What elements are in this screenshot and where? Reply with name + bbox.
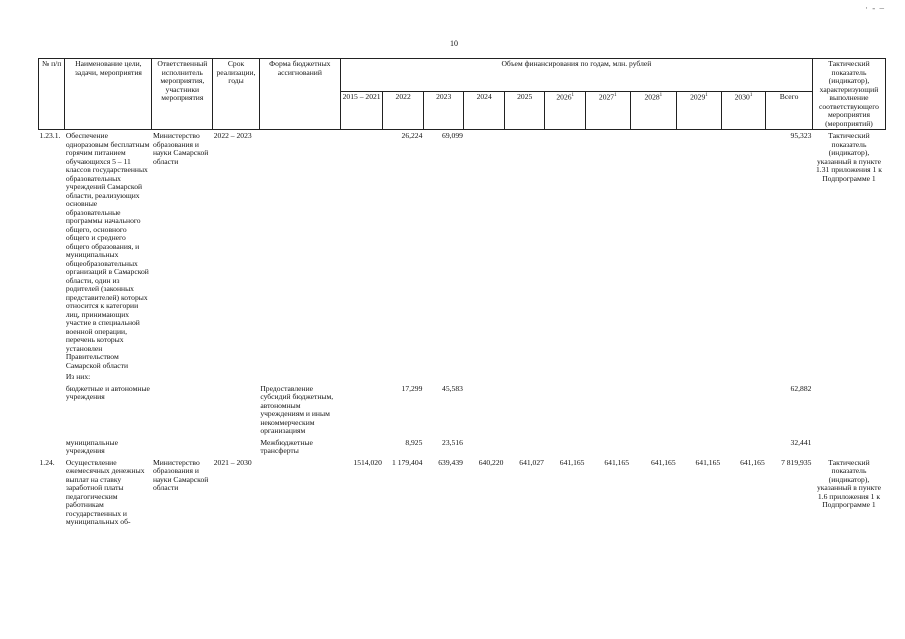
- row-value: [677, 130, 722, 372]
- table-row: [39, 383, 886, 437]
- row-value: 69,099: [442, 131, 463, 140]
- row-executor: [152, 437, 213, 457]
- row-value: [630, 130, 677, 372]
- table-row: [39, 457, 886, 528]
- row-total: 32,441: [790, 437, 812, 447]
- row-value: 641,165: [740, 457, 765, 467]
- row-value: [383, 371, 424, 383]
- header-form: Форма бюджетных ассигнований: [259, 59, 340, 130]
- header-year: 2027$^1$: [585, 92, 630, 130]
- row-value: [545, 130, 586, 372]
- row-num: [39, 371, 65, 383]
- table-row: [39, 437, 886, 457]
- budget-table: [38, 58, 886, 528]
- row-value: 23,516: [442, 437, 463, 447]
- header-executor: Ответственный исполнитель мероприятия, участники мероприятия: [152, 59, 213, 130]
- row-value: 45,583: [442, 383, 463, 393]
- row-executor: [152, 383, 213, 437]
- table-row: [39, 130, 886, 372]
- header-year: 2028$^1$: [630, 92, 677, 130]
- row-value: 641,165: [650, 457, 676, 467]
- row-value: [504, 130, 545, 372]
- row-value: [721, 383, 766, 437]
- row-value: [504, 371, 545, 383]
- row-value: 1 179,404: [392, 457, 423, 467]
- row-value: [340, 371, 383, 383]
- row-value: [721, 130, 766, 372]
- header-year: 2026$^1$: [545, 92, 586, 130]
- row-value: [677, 371, 722, 383]
- row-name: Обеспечение одноразовым бесплатным горячим питанием обучающихся 5 – 11 классов государственных образовательных учреждений Самарской области, реализующих основные образовательные программы начального общего, основного общего и среднего общего образования, и муниципальных общеобразовательных организаций в Самарской области, один из родителей (законных представителей) которых относится к категории лиц, принимающих участие в специальной военной операции, перечень которых установлен Правительством Самарской области: [65, 131, 150, 370]
- row-value: [545, 437, 586, 457]
- footnote-mark: 1: [749, 93, 753, 98]
- header-year: 2025: [504, 92, 545, 130]
- row-value: [504, 383, 545, 437]
- row-value: [585, 130, 630, 372]
- row-value: [340, 383, 383, 437]
- row-value: [721, 437, 766, 457]
- row-total: 62,882: [790, 383, 812, 393]
- header-row-1: [39, 59, 886, 92]
- row-indicator: [812, 383, 885, 437]
- row-executor: [152, 371, 213, 383]
- row-value: [677, 437, 722, 457]
- row-indicator: Тактический показатель (индикатор), указанный в пункте 1.31 приложения 1 к Подпрограмме 1: [816, 131, 882, 183]
- row-value: 17,299: [401, 383, 423, 393]
- row-num: [39, 383, 65, 437]
- row-name: муниципальные учреждения: [65, 437, 118, 455]
- corner-marks: · - –: [865, 3, 885, 13]
- row-value: 640,220: [478, 457, 504, 467]
- row-name: бюджетные и автономные учреждения: [65, 383, 150, 401]
- row-value: 641,165: [695, 457, 721, 467]
- row-form: [259, 130, 340, 372]
- row-term: [213, 437, 260, 457]
- row-term: 2021 – 2030: [213, 457, 252, 467]
- row-form: [259, 371, 340, 383]
- row-value: [585, 383, 630, 437]
- row-executor: Министерство образования и науки Самарской области: [152, 131, 209, 166]
- row-value: [464, 371, 505, 383]
- row-value: [464, 437, 505, 457]
- row-value: [585, 437, 630, 457]
- row-executor: Министерство образования и науки Самарской области: [152, 457, 209, 492]
- table-row: [39, 371, 886, 383]
- header-year: 2023: [423, 92, 464, 130]
- row-value: [677, 383, 722, 437]
- row-indicator: Тактический показатель (индикатор), указанный в пункте 1.6 приложения 1 к Подпрограмме 1: [816, 457, 881, 509]
- footnote-mark: 1: [571, 93, 575, 98]
- header-indicator: Тактический показатель (индикатор), характеризующий выполнение соответствующего мероприятия (мероприятий): [812, 59, 885, 130]
- row-num: 1.23.1.: [39, 131, 61, 140]
- row-form: Межбюджетные трансферты: [260, 437, 313, 455]
- row-value: [423, 371, 464, 383]
- row-value: [464, 130, 505, 372]
- row-term: 2022 – 2023: [213, 131, 252, 140]
- header-year: 2029$^1$: [677, 92, 722, 130]
- header-funding: Объем финансирования по годам, млн. рублей: [340, 59, 812, 92]
- row-value: [630, 371, 677, 383]
- row-value: [545, 371, 586, 383]
- header-num: № п/п: [39, 59, 65, 130]
- row-value: [630, 437, 677, 457]
- footnote-mark: 1: [614, 93, 617, 98]
- row-value: [464, 383, 505, 437]
- row-term: [213, 371, 260, 383]
- row-value: 641,027: [519, 457, 544, 467]
- row-indicator: [812, 371, 885, 383]
- page-number: 10: [450, 39, 458, 48]
- row-value: [340, 130, 383, 372]
- row-value: [585, 371, 630, 383]
- row-total: 7 819,935: [781, 457, 812, 467]
- row-value: 641,165: [559, 457, 585, 467]
- footnote-mark: 1: [659, 93, 663, 98]
- header-year: 2022: [383, 92, 424, 130]
- row-name: Из них:: [65, 372, 91, 381]
- row-value: [504, 437, 545, 457]
- row-value: [721, 371, 766, 383]
- row-value: 1514,020: [353, 457, 382, 467]
- row-value: [545, 383, 586, 437]
- row-value: [340, 437, 383, 457]
- row-total: [766, 371, 813, 383]
- row-name: Осуществление ежемесячных денежных выплат на ставку заработной платы педагогическим работникам государственных и муниципальных об-: [65, 457, 145, 526]
- row-value: 8,925: [405, 437, 423, 447]
- row-value: [630, 383, 677, 437]
- header-year: 2030$^1$: [721, 92, 766, 130]
- header-year: 2024: [464, 92, 505, 130]
- footnote-mark: 1: [705, 93, 708, 98]
- header-total: Всего: [766, 92, 813, 130]
- header-year: 2015 – 2021: [340, 92, 383, 130]
- row-value: 26,224: [401, 131, 423, 140]
- row-form: Предоставление субсидий бюджетным, автономным учреждениям и иным некоммерческим организациям: [260, 383, 334, 435]
- header-name: Наименование цели, задачи, мероприятия: [65, 59, 152, 130]
- row-indicator: [812, 437, 885, 457]
- header-term: Срок реализации, годы: [213, 59, 260, 130]
- row-total: 95,323: [790, 131, 812, 140]
- row-num: [39, 437, 65, 457]
- row-term: [213, 383, 260, 437]
- row-value: 641,165: [604, 457, 630, 467]
- row-value: 639,439: [438, 457, 463, 467]
- row-num: 1.24.: [39, 457, 55, 467]
- row-form: [259, 457, 340, 528]
